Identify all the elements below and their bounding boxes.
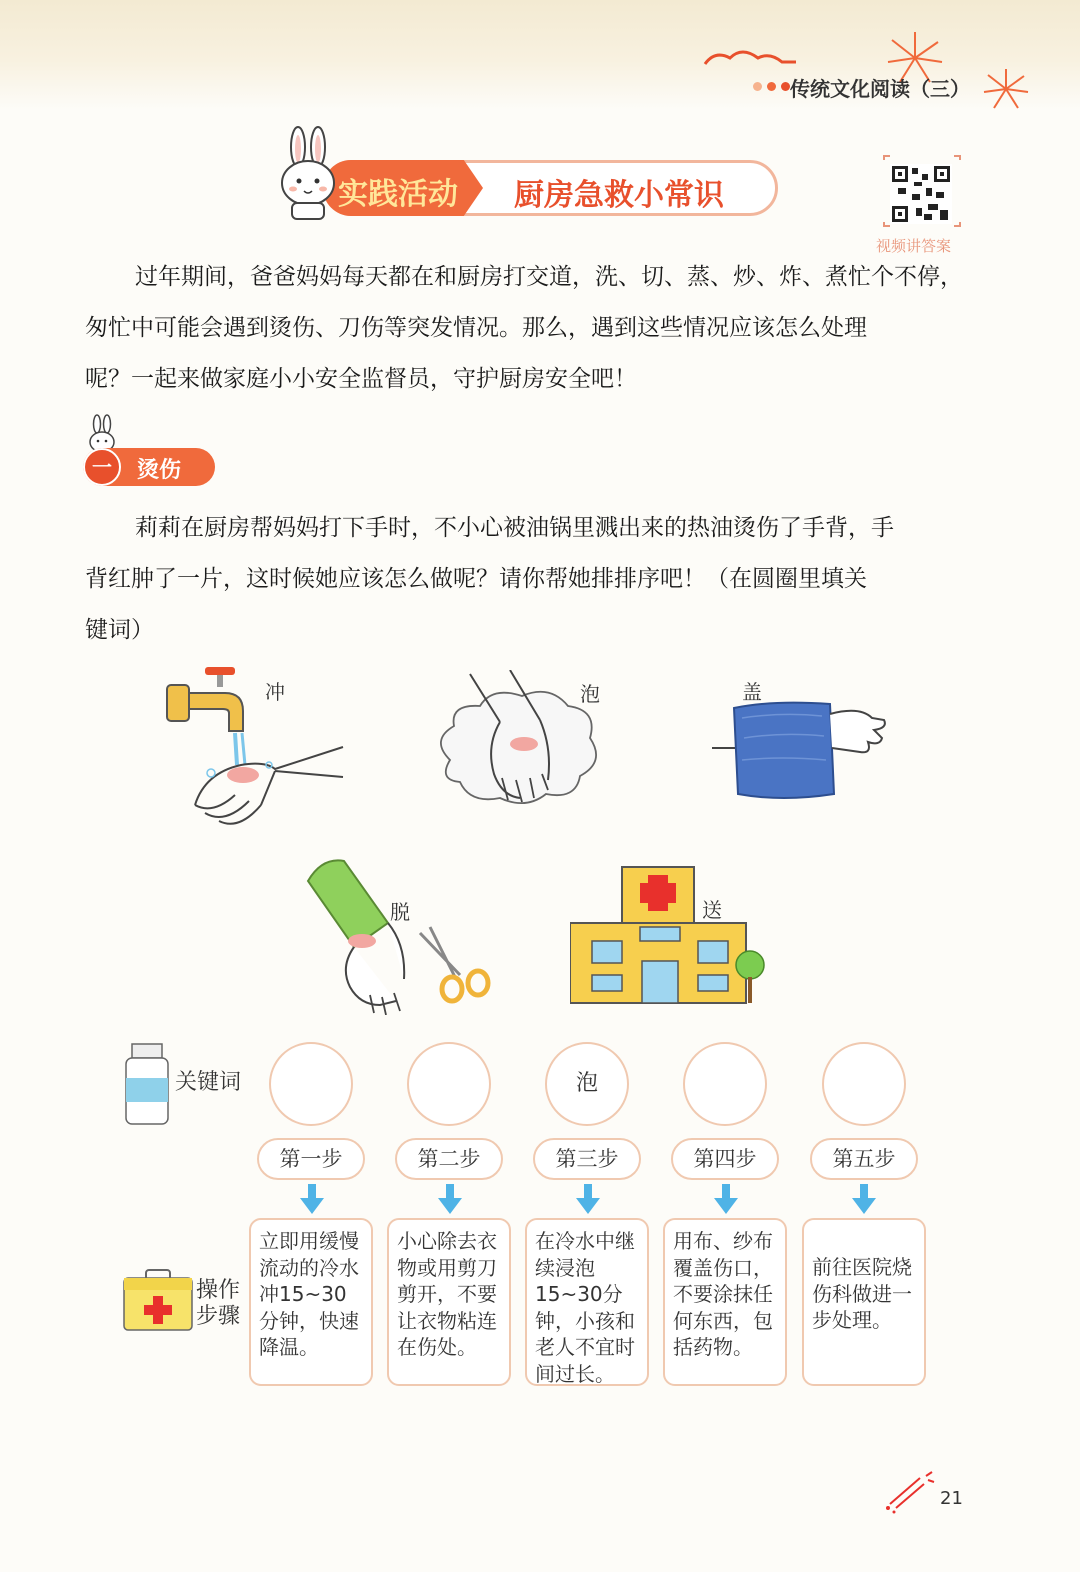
cloud-decoration-icon — [700, 42, 810, 72]
tap-rinse-illustration — [165, 665, 350, 835]
keyword-circle-5[interactable] — [822, 1042, 906, 1126]
step-pill-4: 第四步 — [671, 1138, 779, 1180]
intro-line: 呢？一起来做家庭小小安全监督员，守护厨房安全吧！ — [85, 366, 637, 392]
down-arrow-icon — [300, 1184, 324, 1214]
dot — [753, 82, 762, 91]
step-pill-5: 第五步 — [810, 1138, 918, 1180]
step-pill-2: 第二步 — [395, 1138, 503, 1180]
title-left-label: 实践活动 — [338, 177, 458, 212]
step-pill-3: 第三步 — [533, 1138, 641, 1180]
remove-clothing-illustration — [300, 855, 500, 1015]
down-arrow-icon — [852, 1184, 876, 1214]
task-line-text: 莉莉在厨房帮妈妈打下手时，不小心被油锅里溅出来的热油烫伤了手背，手 — [135, 515, 894, 541]
down-arrow-icon — [438, 1184, 462, 1214]
cover-cloth-illustration — [712, 698, 887, 803]
illustration-label-remove: 脱 — [390, 900, 410, 924]
medicine-bottle-icon — [122, 1042, 172, 1127]
illustration-label-send: 送 — [702, 898, 722, 922]
keyword-circle-3[interactable]: 泡 — [545, 1042, 629, 1126]
qr-label: 视频讲答案 — [876, 237, 952, 255]
operation-step-2: 小心除去衣物或用剪刀剪开，不要让衣物粘连在伤处。 — [387, 1218, 511, 1386]
illustration-label-soak: 泡 — [580, 682, 600, 706]
operation-step-5: 前往医院烧伤科做进一步处理。 — [802, 1218, 926, 1386]
down-arrow-icon — [714, 1184, 738, 1214]
rabbit-icon — [278, 125, 340, 221]
first-aid-kit-icon — [122, 1268, 194, 1332]
chapter-title: 传统文化阅读（三） — [790, 77, 970, 101]
operation-step-4: 用布、纱布覆盖伤口，不要涂抹任何东西，包括药物。 — [663, 1218, 787, 1386]
down-arrow-icon — [576, 1184, 600, 1214]
soak-hand-illustration — [430, 670, 605, 810]
step-pill-1: 第一步 — [257, 1138, 365, 1180]
page-number: 21 — [940, 1488, 963, 1509]
task-line: 背红肿了一片，这时候她应该怎么做呢？请你帮她排排序吧！（在圆圈里填关 — [85, 566, 867, 592]
operation-step-1: 立即用缓慢流动的冷水冲15~30分钟，快速降温。 — [249, 1218, 373, 1386]
firecracker-icon — [880, 1470, 936, 1514]
activity-title — [278, 125, 778, 225]
illustration-label-cover: 盖 — [742, 680, 762, 704]
intro-line-text: 过年期间，爸爸妈妈每天都在和厨房打交道，洗、切、蒸、炒、炸、煮忙个不停， — [135, 264, 963, 290]
section-label: 烫伤 — [137, 458, 182, 483]
operation-step-3: 在冷水中继续浸泡15~30分钟，小孩和老人不宜时间过长。 — [525, 1218, 649, 1386]
hospital-illustration — [570, 865, 770, 1010]
keywords-label: 关键词 — [175, 1070, 242, 1095]
header-dots — [753, 82, 790, 91]
intro-line — [85, 252, 975, 303]
firework-icon — [980, 66, 1032, 112]
keyword-circle-4[interactable] — [683, 1042, 767, 1126]
keyword-circle-2[interactable] — [407, 1042, 491, 1126]
task-line — [85, 503, 975, 554]
title-main-label: 厨房急救小常识 — [514, 178, 724, 213]
keyword-circle-1[interactable] — [269, 1042, 353, 1126]
section-number: 一 — [83, 448, 121, 486]
intro-paragraph — [85, 252, 975, 405]
dot — [781, 82, 790, 91]
dot — [767, 82, 776, 91]
intro-line: 匆忙中可能会遇到烫伤、刀伤等突发情况。那么，遇到这些情况应该怎么处理 — [85, 315, 867, 341]
task-line: 键词） — [85, 617, 154, 643]
qr-code-icon[interactable] — [880, 152, 964, 230]
illustration-label-rinse: 冲 — [265, 680, 285, 704]
ops-label: 操作步骤 — [196, 1278, 241, 1329]
task-paragraph — [85, 503, 975, 656]
section-tag — [83, 448, 218, 488]
